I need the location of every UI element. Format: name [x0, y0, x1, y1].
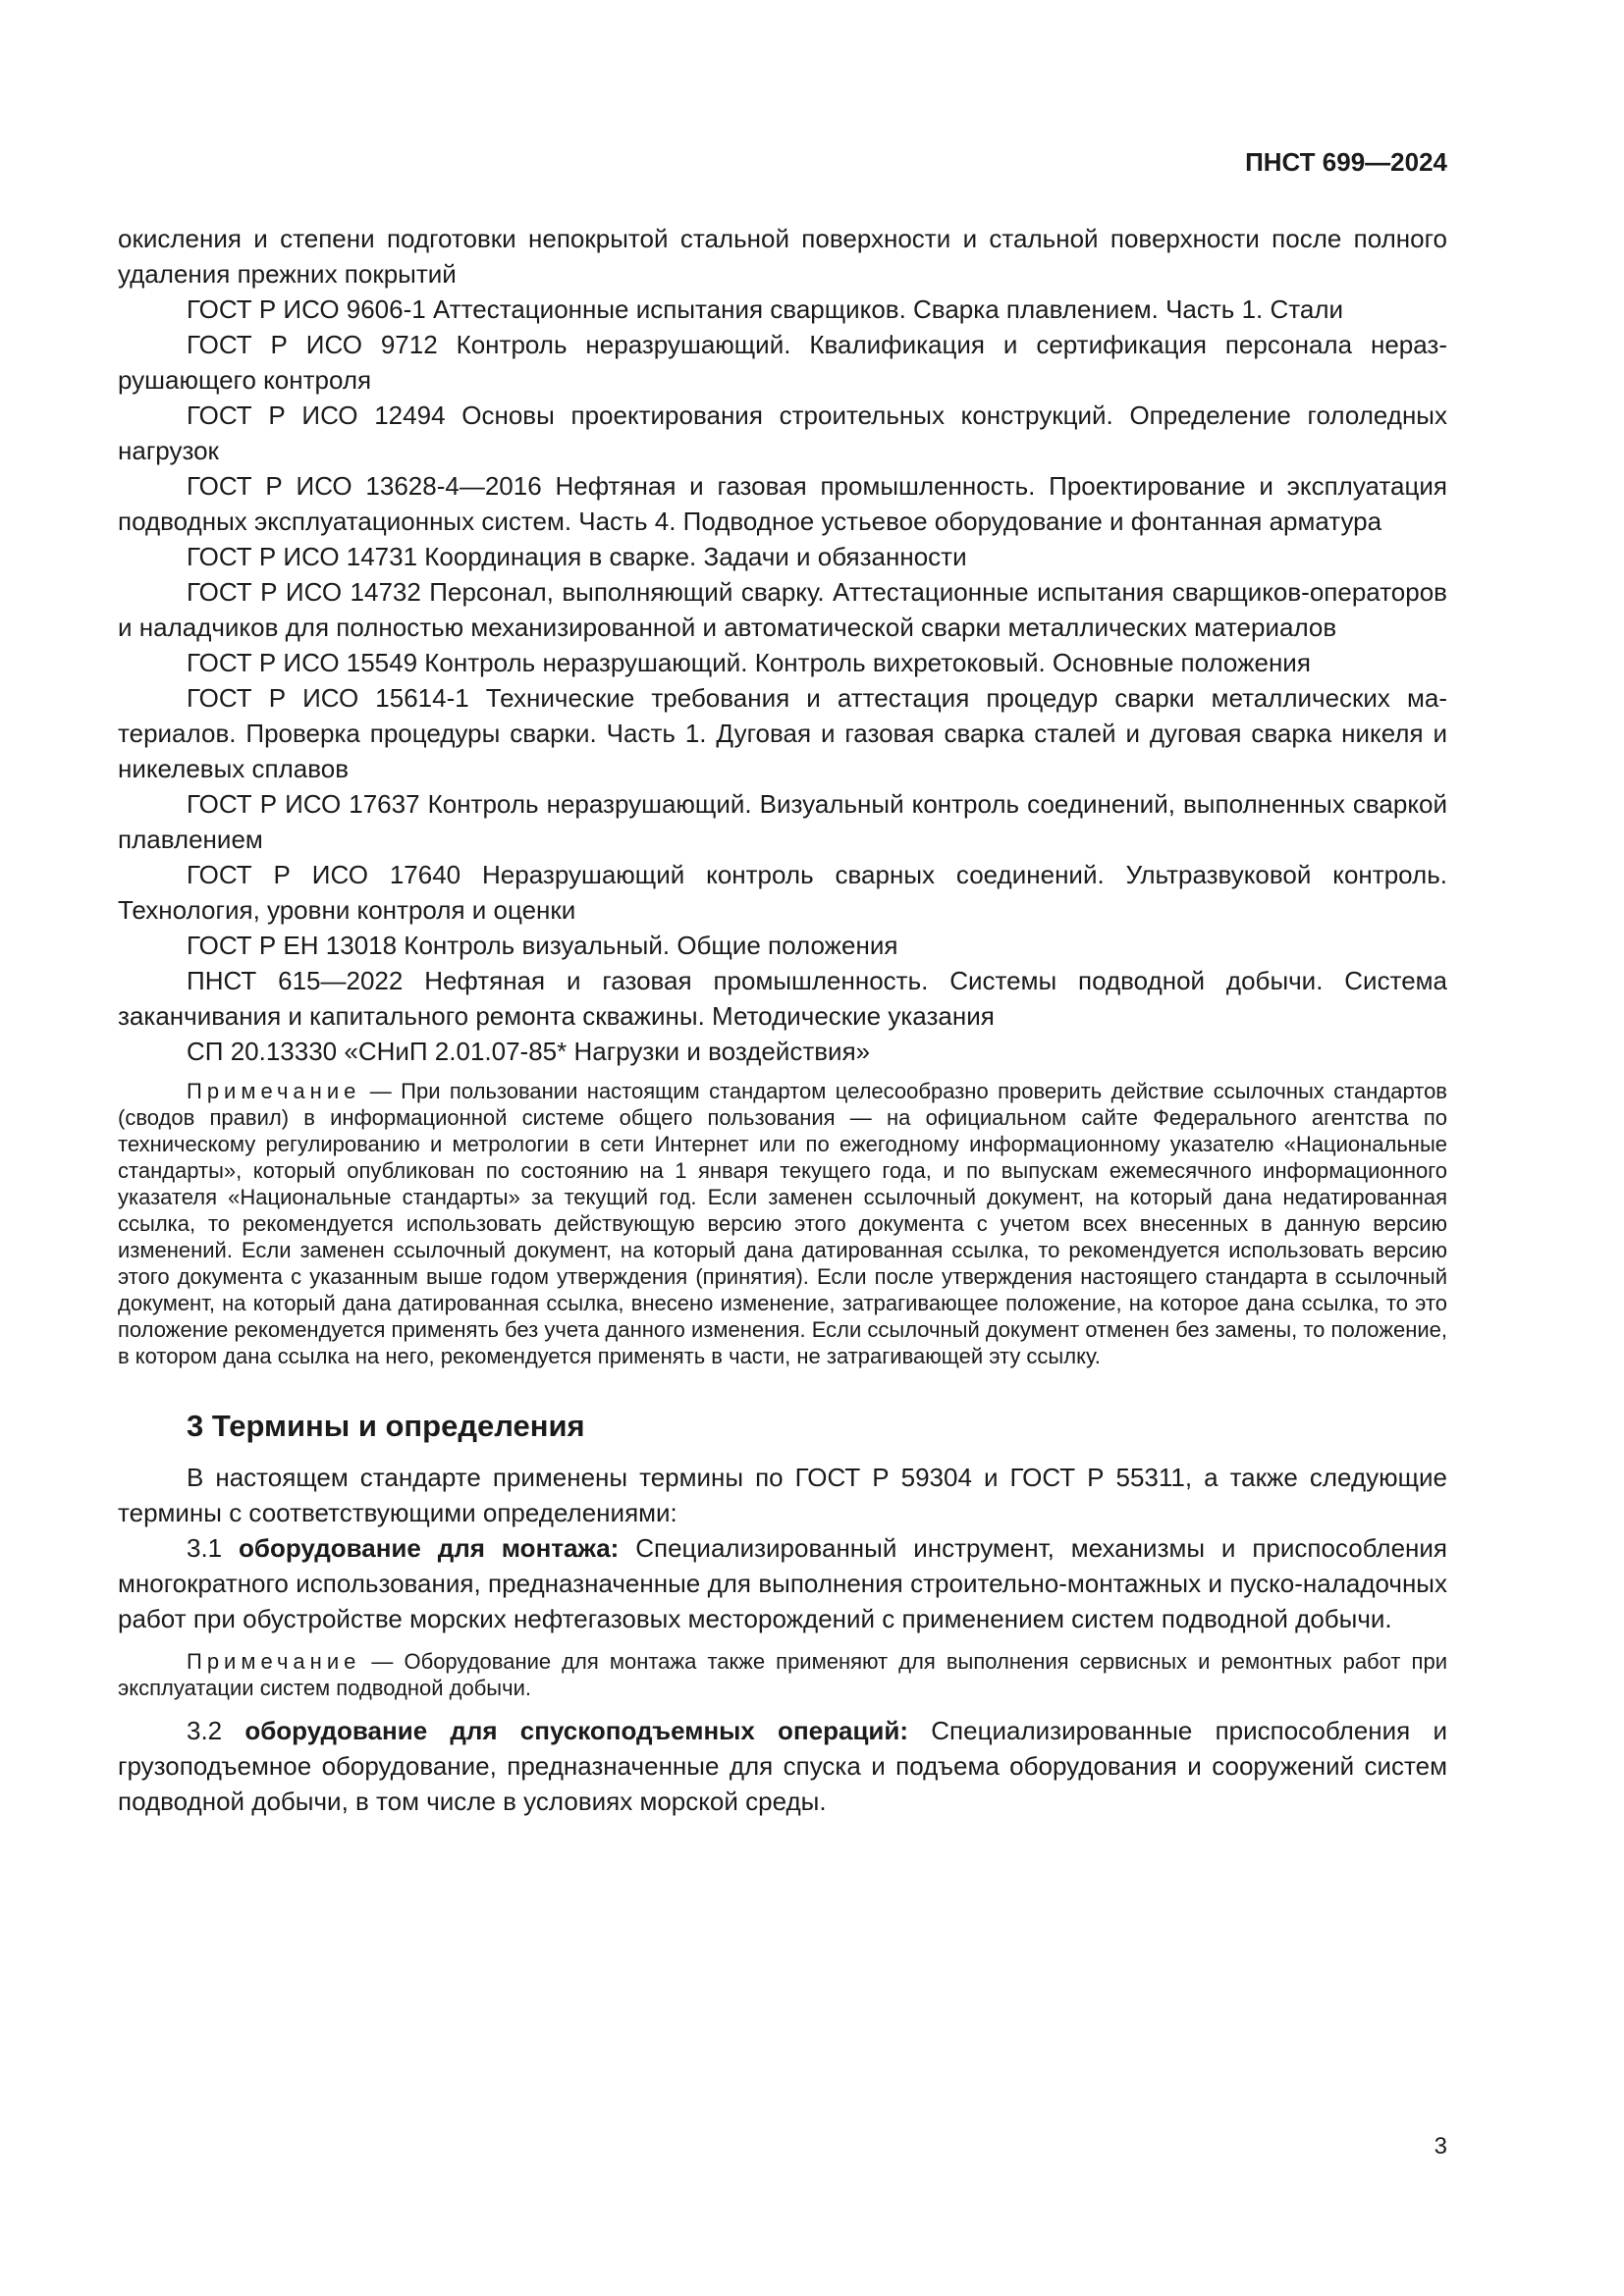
reference-item: ГОСТ Р ЕН 13018 Контроль визуальный. Общие положения [187, 931, 898, 960]
reference-item: ГОСТ Р ИСО 9606-1 Аттестационные испытания сварщиков. Сварка плавлением. Часть 1. Стали [187, 294, 1344, 324]
reference-continuation: окисления и степени подготовки непокрытой стальной поверхности и стальной поверхности после полного удаления прежних покрытий [118, 224, 1447, 289]
term-definition [118, 1713, 1447, 1819]
term-definition [118, 1530, 1447, 1636]
reference-note [118, 1078, 1447, 1369]
note-label: Примечание [187, 1079, 361, 1103]
term-text: Специализированный инструмент, механизмы и приспособления многократного использования, предназначенные для выполнения строительно-монтажных и пуско-наладочных работ при обустройстве морских нефтегазовых месторождений с применением систем подводной добычи. [118, 1533, 1447, 1633]
reference-item: ГОСТ Р ИСО 14732 Персонал, выполняющий сварку. Аттестационные испытания сварщиков-операторов и наладчиков для полностью механизированной и автоматической сварки металлических материалов [118, 577, 1447, 642]
section-title: 3 Термины и определения [187, 1409, 585, 1443]
reference-item: ГОСТ Р ИСО 14731 Координация в сварке. Задачи и обязанности [187, 542, 967, 571]
note-text: — Оборудование для монтажа также применяют для выполнения сервисных и ремонтных работ при эксплуатации систем подводной добычи. [118, 1649, 1447, 1700]
reference-item: ГОСТ Р ИСО 9712 Контроль неразрушающий. Квалификация и сертификация персонала неразрушающего контроля [118, 330, 1447, 395]
reference-item: ГОСТ Р ИСО 12494 Основы проектирования строительных конструкций. Определение гололедных нагрузок [118, 400, 1447, 465]
reference-item: ГОСТ Р ИСО 13628-4—2016 Нефтяная и газовая промышленность. Проектирование и эксплуатация подводных эксплуатационных систем. Часть 4. Подводное устьевое оборудование и фонтанная арматура [118, 471, 1447, 536]
term-number: 3.1 [187, 1533, 240, 1563]
reference-item: ГОСТ Р ИСО 17640 Неразрушающий контроль сварных соединений. Ультразвуковой контроль. Технология, уровни контроля и оценки [118, 860, 1447, 925]
reference-item: СП 20.13330 «СНиП 2.01.07-85* Нагрузки и воздействия» [187, 1037, 871, 1066]
note-label: Примечание [187, 1649, 361, 1674]
document-code-header: ПНСТ 699—2024 [1245, 147, 1447, 177]
page-number: 3 [1434, 2133, 1447, 2160]
references-list [118, 221, 1447, 1069]
section-intro: В настоящем стандарте применены термины по ГОСТ Р 59304 и ГОСТ Р 55311, а также следующие термины с соответствующими определениями: [118, 1463, 1447, 1527]
reference-item: ГОСТ Р ИСО 15614-1 Технические требования и аттестация процедур сварки металлических материалов. Проверка процедуры сварки. Часть 1. Дуговая и газовая сварка сталей и дуговая сварка никеля и никелевых сплавов [118, 683, 1447, 783]
reference-item: ГОСТ Р ИСО 15549 Контроль неразрушающий. Контроль вихретоковый. Основные положения [187, 648, 1311, 677]
reference-item: ПНСТ 615—2022 Нефтяная и газовая промышленность. Системы подводной добычи. Система заканчивания и капитального ремонта скважины. Методические указания [118, 966, 1447, 1031]
term-number: 3.2 [187, 1716, 245, 1745]
reference-item: ГОСТ Р ИСО 17637 Контроль неразрушающий. Визуальный контроль соединений, выполненных сваркой плавлением [118, 789, 1447, 854]
term-text: Специализированные приспособления и грузоподъемное оборудование, предназначенные для спуска и подъема оборудования и сооружений систем подводной добычи, в том числе в условиях морской среды. [118, 1716, 1447, 1816]
page-content [118, 221, 1447, 1819]
term-name: оборудование для монтажа: [239, 1533, 620, 1563]
note-text: — При пользовании настоящим стандартом целесообразно проверить действие ссылочных стандартов (сводов правил) в информационной системе общего пользования — на официальном сайте Федерального агентства по техническому регулированию и метрологии в сети Интернет или по ежегодному информационному указателю «Национальные стандарты», который опубликован по состоянию на 1 января текущего года, и по выпускам ежемесячного информационного указателя «Национальные стандарты» за текущий год. Если заменен ссылочный документ, на который дана недатированная ссылка, то рекомендуется использовать действующую версию этого документа с учетом всех внесенных в данную версию изменений. Если заменен ссылочный документ, на который дана датированная ссылка, то рекомендуется использовать версию этого документа с указанным выше годом утверждения (принятия). Если после утверждения настоящего стандарта в ссылочный документ, на который дана датированная ссылка, внесено изменение, затрагивающее положение, на которое дана ссылка, то это положение рекомендуется применять без учета данного изменения. Если ссылочный документ отменен без замены, то положение, в котором дана ссылка на него, рекомендуется применять в части, не затрагивающей эту ссылку. [118, 1079, 1447, 1368]
term-note [118, 1648, 1447, 1701]
term-name: оборудование для спускоподъемных операций: [244, 1716, 909, 1745]
